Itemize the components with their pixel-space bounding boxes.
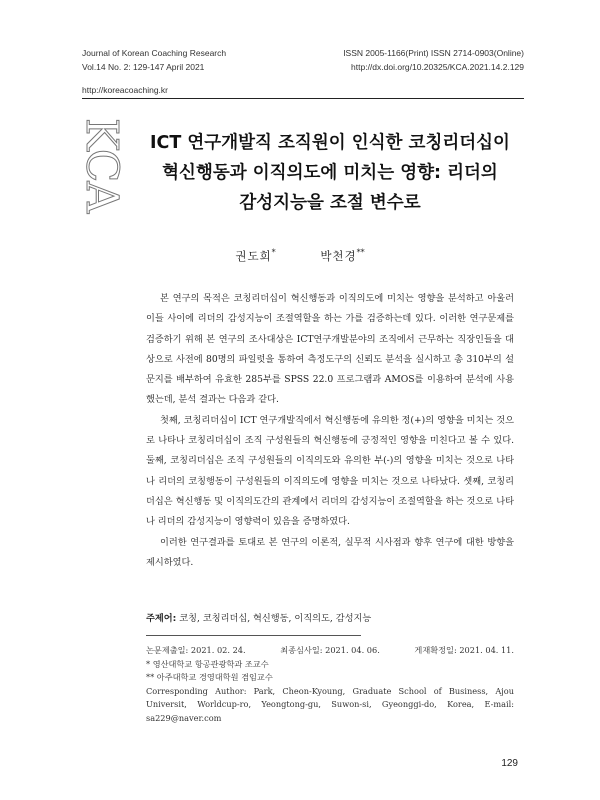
- header-divider: [82, 98, 524, 99]
- author-name: 권도희: [235, 249, 272, 263]
- website-link[interactable]: http://koreacoaching.kr: [82, 85, 168, 95]
- paper-title: [145, 128, 515, 218]
- title-line-3: 감성지능을 조절 변수로: [239, 193, 421, 213]
- accepted-date: 게재확정일: 2021. 04. 11.: [414, 645, 514, 655]
- author-mark: *: [271, 248, 276, 258]
- abstract-paragraph-1: 본 연구의 목적은 코칭리더십이 혁신행동과 이직의도에 미치는 영향을 분석하고 아울러 이들 사이에 리더의 감성지능이 조절역할을 하는 가를 검증하는데 있다. 이러한 연구문제를 검증하기 위해 본 연구의 조사대상은 ICT연구개발분야의 조직에서 근무하는 직장인들을 대상으로 사전에 80명의 파일럿을 통하여 측정도구의 신뢰도 분석을 실시하고 총 310부의 설문지를 배부하여 유효한 285부를 SPSS 22.0 프로그램과 AMOS를 이용하여 분석에 사용했는데, 분석 결과는 다음과 같다.: [146, 293, 514, 406]
- title-line-2: 혁신행동과 이직의도에 미치는 영향: 리더의: [162, 163, 498, 183]
- keywords-label: 주제어:: [146, 613, 177, 624]
- doi-link[interactable]: http://dx.doi.org/10.20325/KCA.2021.14.2.129: [351, 62, 524, 72]
- received-date: 논문제출일: 2021. 02. 24.: [146, 645, 246, 655]
- journal-volume: Vol.14 No. 2: 129-147 April 2021: [82, 62, 205, 72]
- corresponding-author: Corresponding Author: Park, Cheon-Kyoung, Graduate School of Business, Ajou Universit, Worldcup-ro, Yeongtong-gu, Suwon-si, Gyeonggi-do, Korea, E-mail: sa229@naver.com: [146, 685, 514, 723]
- svg-text:KCA: KCA: [76, 118, 127, 213]
- issn-text: ISSN 2005-1166(Print) ISSN 2714-0903(Online): [343, 48, 524, 58]
- abstract-paragraph-3: 이러한 연구결과를 토대로 본 연구의 이론적, 실무적 시사점과 향후 연구에 대한 방향을 제시하였다.: [146, 536, 514, 568]
- footnotes: [146, 644, 514, 726]
- page-number: 129: [501, 758, 518, 769]
- author-2: [320, 248, 364, 264]
- abstract: [146, 289, 514, 573]
- keywords-text: 코칭, 코칭리더십, 혁신행동, 이직의도, 감성지능: [179, 613, 372, 624]
- author-name: 박천경: [320, 249, 357, 263]
- abstract-paragraph-2: 첫째, 코칭리더십이 ICT 연구개발직에서 혁신행동에 유의한 정(+)의 영향을 미치는 것으로 나타나 코칭리더십이 조직 구성원들의 혁신행동에 긍정적인 영향을 미친다고 볼 수 있다. 둘째, 코칭리더십은 조직 구성원들의 이직의도와 유의한 부(-)의 영향을 미치는 것으로 나타나 리더의 코칭행동이 구성원들의 이직의도에 영향을 미치는 것으로 나타났다. 셋째, 코칭리더십은 혁신행동 및 이직의도간의 관계에서 리더의 감성지능이 조절역할을 하는 것으로 나타나 리더의 감성지능이 영향력이 있음을 증명하였다.: [146, 414, 514, 528]
- keywords: [146, 610, 514, 624]
- journal-name: Journal of Korean Coaching Research: [82, 48, 227, 58]
- kca-logo: [75, 118, 135, 228]
- issn-header: [343, 46, 524, 74]
- reviewed-date: 최종심사일: 2021. 04. 06.: [280, 645, 380, 655]
- affiliation-2: ** 아주대학교 경영대학원 겸임교수: [146, 672, 273, 683]
- author-list: [0, 248, 600, 264]
- title-line-1: ICT 연구개발직 조직원이 인식한 코칭리더십이: [150, 133, 510, 153]
- author-mark: **: [356, 248, 365, 258]
- affiliation-1: * 영산대학교 항공관광학과 조교수: [146, 658, 269, 669]
- journal-header: [82, 46, 226, 74]
- author-1: [235, 248, 275, 264]
- footnote-divider: [146, 635, 361, 636]
- submission-dates: [146, 644, 514, 658]
